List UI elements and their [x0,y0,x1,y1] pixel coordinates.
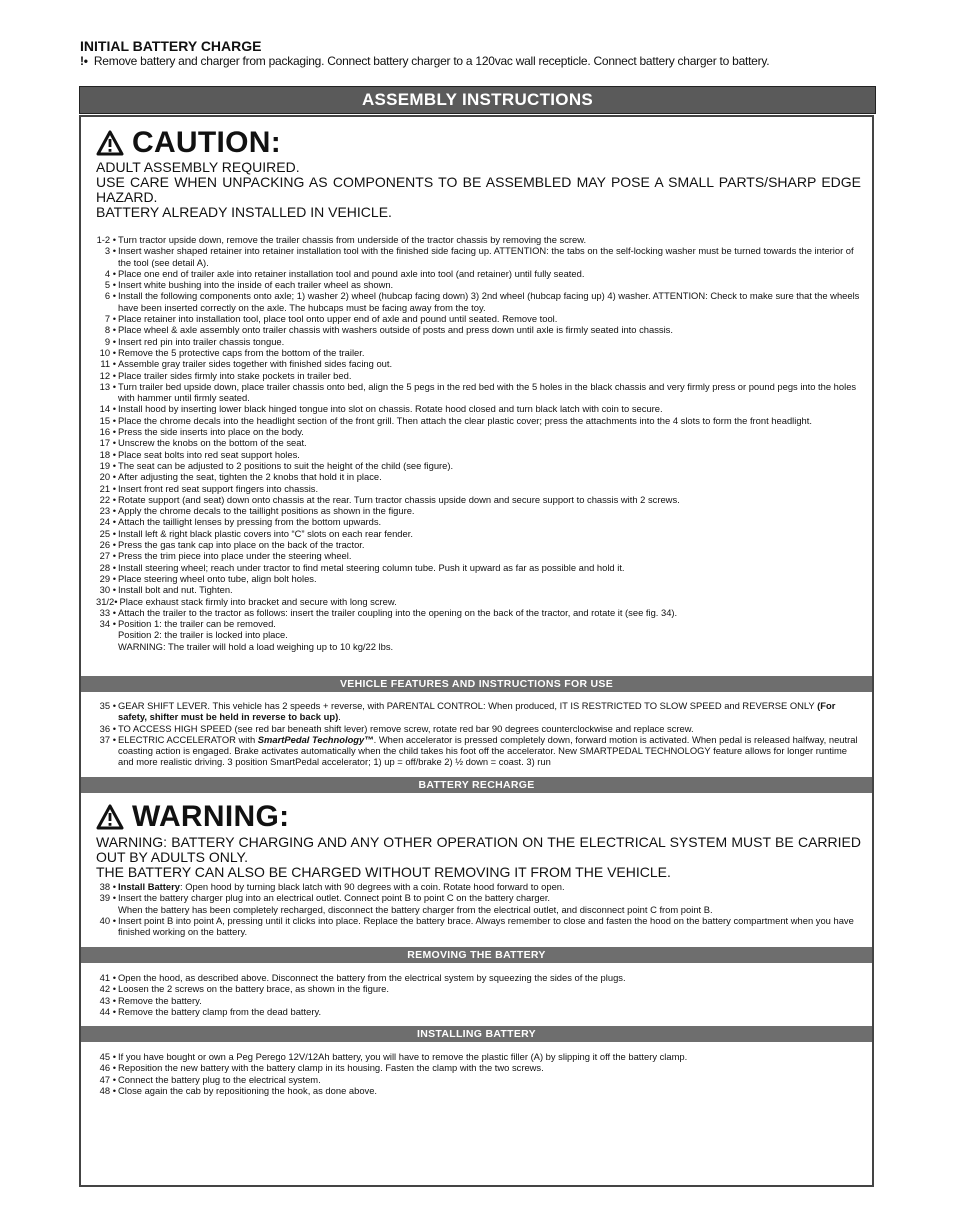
warning-triangle-icon [96,129,124,157]
step-number: 28 • [99,561,116,573]
warning-title: WARNING: [132,800,290,833]
step-number: 9 • [104,335,116,347]
step-text: Reposition the new battery with the battery clamp in its housing. Fasten the clamp with the two screws. [118,1062,544,1074]
step-number: 20 • [99,471,116,483]
step-item [96,415,861,426]
removing-battery-bar: REMOVING THE BATTERY [81,947,872,963]
step-number: 1-2 • [96,234,116,245]
step-number: 7 • [104,313,116,325]
step-text: Insert red pin into trailer chassis tongue. [118,335,285,347]
step-item [96,336,861,347]
step-number: 39 • [99,892,116,904]
step-number: 22 • [99,493,116,505]
step-number: 45 • [99,1051,116,1062]
step-text: Place steering wheel onto tube, align bolt holes. [118,572,317,584]
step-text: Remove the battery. [118,994,202,1006]
step-text: Install left & right black plastic covers into “C” slots on each rear fender. [118,527,413,539]
warning-heading [96,800,289,834]
step-item [96,892,861,903]
step-item [96,1085,861,1096]
warning-line: THE BATTERY CAN ALSO BE CHARGED WITHOUT REMOVING IT FROM THE VEHICLE. [96,864,671,880]
step-text: Place the chrome decals into the headlight section of the front grill. Then attach the clear plastic cover; press the attachments into the 4 slots to form the front headlight. [118,414,812,426]
step-number: 47 • [99,1073,116,1085]
step-item [96,483,861,494]
step-number: 33 • [99,606,116,618]
step-text: Attach the taillight lenses by pressing from the bottom upwards. [118,516,382,528]
step-item [96,915,861,938]
step-item [96,347,861,358]
removing-steps [96,972,861,1017]
step-item [96,268,861,279]
step-item [96,539,861,550]
step-text-part: ELECTRIC ACCELERATOR with [118,733,258,745]
step-number: 24 • [99,516,116,528]
step-number: 36 • [99,722,116,734]
step-item [96,1051,861,1062]
step-text: Install bolt and nut. Tighten. [118,584,233,596]
initial-battery-charge [80,38,880,69]
step-text: Install steering wheel; reach under tractor to find metal steering column tube. Push it upward as far as possible and hold it. [118,561,625,573]
step-item [96,426,861,437]
step-number: 29 • [99,572,116,584]
step-text: Open the hood, as described above. Disconnect the battery from the electrical system by squeezing the sides of the plugs. [118,972,626,983]
step-item [96,449,861,460]
step-number: 41 • [99,972,116,983]
step-item [96,995,861,1006]
step-text: Install the following components onto axle; 1) washer 2) wheel (hubcap facing down) 3) 2nd wheel (hubcap facing up) 4) washer. ATTENTION: Check to make sure that the wheels have been inserted correctly on the axle. The hubcaps must be facing away from the toy. [118,290,860,313]
step-item [96,881,861,892]
step-item [96,528,861,539]
step-item [96,1074,861,1085]
caution-heading [96,126,281,160]
step-number: 5 • [104,279,116,291]
step-number: 34 • [99,618,116,630]
step-text: Close again the cab by repositioning the hook, as done above. [118,1084,378,1096]
initial-charge-title: INITIAL BATTERY CHARGE [80,38,262,54]
step-number: 27 • [99,550,116,562]
step-item [96,734,861,768]
step-text: Position 1: the trailer can be removed. [118,618,276,630]
step-number: 4 • [104,267,116,279]
step-number: 18 • [99,448,116,460]
step-text: Loosen the 2 screws on the battery brace, as shown in the figure. [118,983,389,995]
step-text-part: . [338,711,341,723]
step-item [96,313,861,324]
installing-steps [96,1051,861,1096]
step-text: Rotate support (and seat) down onto chassis at the rear. Turn tractor chassis upside down and secure support to chassis with 2 screws. [118,493,680,505]
step-number: 11 • [100,358,116,370]
step-number: 17 • [99,437,116,449]
step-number: 21 • [99,482,116,494]
step-text-part: GEAR SHIFT LEVER. This vehicle has 2 speeds + reverse, with PARENTAL CONTROL: When produced, IT IS RESTRICTED TO SLOW SPEED and REVERSE ONLY [118,700,818,711]
step-item [96,494,861,505]
step-text: Press the trim piece into place under the steering wheel. [118,550,352,562]
step-text: After adjusting the seat, tighten the 2 knobs that hold it in place. [118,471,382,483]
recharge-steps [96,881,861,937]
step-number: 16 • [99,426,116,438]
step-text: Place retainer into installation tool, place tool onto upper end of axle and pound until seated. Remove tool. [118,313,558,325]
step-number: 19 • [99,459,116,471]
step-item [96,279,861,290]
step-text: Insert washer shaped retainer into retainer installation tool with the finished side facing up. ATTENTION: the tabs on the self-locking washer must be turned towards the interior of the tool (see detail A). [118,245,854,268]
step-number: 8 • [104,324,116,336]
step-number: 12 • [99,369,116,381]
step-number: 10 • [99,346,116,358]
step-item [96,983,861,994]
step-item [96,1062,861,1073]
step-continuation: WARNING: The trailer will hold a load weighing up to 10 kg/22 lbs. [118,640,394,652]
step-text: Place seat bolts into red seat support holes. [118,448,300,460]
step-text: Place one end of trailer axle into retainer installation tool and pound axle into tool (and retainer) until fully seated. [118,267,585,279]
warning-line: WARNING: BATTERY CHARGING AND ANY OTHER OPERATION ON THE ELECTRICAL SYSTEM MUST BE CARRIED OUT BY ADULTS ONLY. [96,834,861,865]
step-text: Place trailer sides firmly into stake pockets in trailer bed. [118,369,352,381]
initial-charge-text [80,54,880,69]
step-text: Attach the trailer to the tractor as follows: insert the trailer coupling into the opening on the back of the tractor, and rotate it (see fig. 34). [118,606,678,618]
assembly-steps [96,234,861,652]
step-item [96,972,861,983]
step-number: 44 • [99,1005,116,1017]
assembly-instructions-banner: ASSEMBLY INSTRUCTIONS [79,86,876,114]
step-number: 14 • [99,403,116,415]
step-text-part: . When accelerator is pressed completely down, forward motion is activated. When pedal is released halfway, neutral coasting action is engaged. Brake activates automatically when the child takes his foot off the accelerator. New SMARTPEDAL TECHNOLOGY feature allows for longer runtime and more realistic driving. 3 position SmartPedal accelerator; 1) up = off/brake 2) ½ down = coast. 3) run [118,733,858,768]
step-text [116,700,861,723]
caution-line: ADULT ASSEMBLY REQUIRED. [96,159,300,175]
step-item [96,516,861,527]
installing-battery-bar: INSTALLING BATTERY [81,1026,872,1042]
step-number: 31/2• [96,595,118,607]
safety-note: (For safety, shifter must be held in reverse to back up) [118,700,836,723]
step-number: 25 • [99,527,116,539]
step-item [96,573,861,584]
step-item [96,460,861,471]
step-number: 13 • [99,380,116,392]
install-battery-label: Install Battery [118,881,180,892]
step-item [96,234,861,245]
step-number: 6 • [104,290,116,302]
step-item [96,562,861,573]
step-number: 38 • [99,881,116,892]
step-text: Insert the battery charger plug into an electrical outlet. Connect point B to point C on the battery charger. [118,892,551,904]
step-text: TO ACCESS HIGH SPEED (see red bar beneath shift lever) remove screw, rotate red bar 90 degrees counterclockwise and replace screw. [118,722,694,734]
step-text: Assemble gray trailer sides together with finished sides facing out. [118,358,393,370]
step-item [96,607,861,618]
initial-charge-bullet: !• [80,54,88,68]
step-text: Turn tractor upside down, remove the trailer chassis from underside of the tractor chassis by removing the screw. [118,234,587,245]
step-number: 26 • [99,539,116,551]
step-text: Unscrew the knobs on the bottom of the seat. [118,437,307,449]
step-text: Remove the battery clamp from the dead battery. [118,1005,322,1017]
step-text: Press the gas tank cap into place on the back of the tractor. [118,539,365,551]
step-item [96,700,861,723]
step-text: Connect the battery plug to the electrical system. [118,1073,321,1085]
step-text: If you have bought or own a Peg Perego 12V/12Ah battery, you will have to remove the plastic filler (A) by slipping it off the battery clamp. [118,1051,688,1062]
step-item [96,471,861,482]
step-number: 37 • [99,733,116,745]
step-text-part: : Open hood by turning black latch with 90 degrees with a coin. Rotate hood forward to open. [180,881,565,892]
step-text: Insert white bushing into the inside of each trailer wheel as shown. [118,279,394,291]
step-item [96,290,861,313]
step-number: 40 • [99,914,116,926]
warning-text [96,835,861,880]
step-number: 43 • [99,994,116,1006]
caution-line: USE CARE WHEN UNPACKING AS COMPONENTS TO BE ASSEMBLED MAY POSE A SMALL PARTS/SHARP EDGE HAZARD. [96,174,861,205]
step-number: 46 • [99,1062,116,1074]
step-text: Turn trailer bed upside down, place trailer chassis onto bed, align the 5 pegs in the red bed with the 5 holes in the black chassis and very firmly press or pound pegs into the holes with hammer until firmly seated. [118,380,857,404]
step-item [96,381,861,404]
step-number: 42 • [99,983,116,995]
step-text: The seat can be adjusted to 2 positions to suit the height of the child (see figure). [118,459,454,471]
step-number: 15 • [99,414,116,426]
step-item [96,245,861,268]
battery-recharge-bar: BATTERY RECHARGE [81,777,872,793]
step-text: Remove the 5 protective caps from the bottom of the trailer. [118,346,365,358]
step-item [96,596,861,607]
initial-charge-body: Remove battery and charger from packaging. Connect battery charger to a 120vac wall recepticle. Connect battery charger to battery. [93,54,770,68]
step-continuation: When the battery has been completely recharged, disconnect the battery charger from the electrical outlet, and disconnect point C from point B. [118,903,713,915]
step-item [96,550,861,561]
step-item [96,370,861,381]
step-text: Place exhaust stack firmly into bracket and secure with long screw. [119,595,397,607]
caution-text [96,160,861,220]
step-item [96,324,861,335]
step-item [96,723,861,734]
step-text: Insert front red seat support fingers into chassis. [118,482,319,494]
smartpedal-brand: SmartPedal Technology™ [257,733,374,745]
step-number: 35 • [99,700,116,711]
step-text: Place wheel & axle assembly onto trailer chassis with washers outside of posts and press down until axle is firmly seated into chassis. [118,324,673,336]
step-continuation: Position 2: the trailer is locked into place. [118,629,288,641]
step-item [96,437,861,448]
step-number: 48 • [99,1084,116,1096]
step-text: Press the side inserts into place on the body. [118,426,304,438]
step-number: 3 • [104,245,116,257]
features-bar: VEHICLE FEATURES AND INSTRUCTIONS FOR USE [81,676,872,692]
step-text: Insert point B into point A, pressing until it clicks into place. Replace the battery brace. Always remember to close and fasten the hood on the battery compartment when you have finished working on the battery. [118,914,854,938]
caution-title: CAUTION: [132,126,282,159]
step-item [96,618,861,629]
step-item [96,584,861,595]
step-text [116,881,861,892]
caution-line: BATTERY ALREADY INSTALLED IN VEHICLE. [96,204,392,220]
features-steps [96,700,861,768]
warning-triangle-icon [96,803,124,831]
step-item [96,1006,861,1017]
step-item [96,358,861,369]
step-item [96,403,861,414]
step-item [96,505,861,516]
step-number: 23 • [99,505,116,517]
step-number: 30 • [99,584,116,596]
step-text: Apply the chrome decals to the taillight positions as shown in the figure. [118,505,415,517]
step-text [116,734,861,768]
step-text: Install hood by inserting lower black hinged tongue into slot on chassis. Rotate hood closed and turn black latch with coin to secure. [118,403,663,415]
